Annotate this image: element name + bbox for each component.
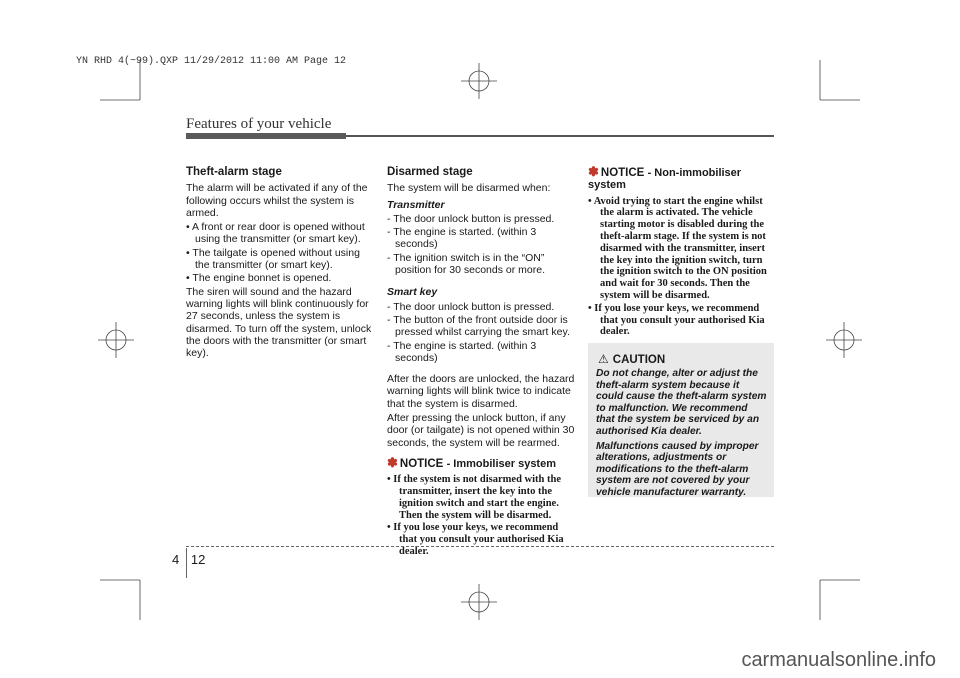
warning-triangle-icon: ⚠ xyxy=(598,352,609,366)
list-item: • The engine bonnet is opened. xyxy=(186,272,332,285)
paragraph: The alarm will be activated if any of the following occurs whilst the system is armed. xyxy=(186,182,368,219)
star-asterisk-icon: ✽ xyxy=(387,454,398,470)
chapter-number: 4 xyxy=(172,552,180,567)
notice-subtitle: - Non-immobiliser system xyxy=(588,167,742,192)
notice-list xyxy=(588,196,776,339)
caution-paragraph: Do not change, alter or adjust the theft-alarm system because it could cause the theft-alarm system to malfunction. We recommend that the system be serviced by an authorised Kia dealer. xyxy=(596,368,767,437)
caution-body xyxy=(596,368,768,502)
list-item: • Avoid trying to start the engine whilst the alarm is activated. The vehicle starting motor is disabled during the theft-alarm stage. If the system is not disarmed with the transmitter, insert the key into the ignition switch, turn the ignition switch to the ON position and wait for 30 seconds. Then the system will be disarmed. xyxy=(588,195,767,301)
list-item: • A front or rear door is opened without using the transmitter (or smart key). xyxy=(186,221,365,246)
heading-disarmed: Disarmed stage xyxy=(387,166,473,178)
star-asterisk-icon: ✽ xyxy=(588,164,599,179)
caution-box xyxy=(588,343,774,497)
print-slug: YN RHD 4(~99).QXP 11/29/2012 11:00 AM Page 12 xyxy=(76,56,347,67)
caution-heading xyxy=(598,352,665,366)
list-item: - The engine is started. (within 3 seconds) xyxy=(387,226,537,251)
list-item: - The engine is started. (within 3 seconds) xyxy=(387,339,537,364)
list-item: • The tailgate is opened without using the transmitter (or smart key). xyxy=(186,246,360,272)
paragraph: After pressing the unlock button, if any door (or tailgate) is not opened within 30 seconds, the system will be rearmed. xyxy=(387,412,575,449)
paragraph: The siren will sound and the hazard warning lights will blink continuously for 27 seconds, unless the system is disarmed. To turn off the system, unlock the doors with the transmitter (or smart key). xyxy=(186,285,372,360)
column-theft-alarm xyxy=(186,166,374,361)
notice-label: NOTICE xyxy=(399,457,444,470)
notice-label: NOTICE xyxy=(600,167,645,179)
list-item: - The door unlock button is pressed. xyxy=(387,300,555,313)
column-notice xyxy=(588,166,776,339)
list-item: • If the system is not disarmed with the transmitter, insert the key into the ignition switch and start the engine. Then the system will be disarmed. xyxy=(387,474,562,521)
footer-rule xyxy=(186,546,774,547)
watermark: carmanualsonline.info xyxy=(741,649,936,671)
column-disarmed xyxy=(387,166,575,559)
page-number xyxy=(172,552,205,567)
subheading-smart-key: Smart key xyxy=(387,286,438,299)
notice-heading-immobiliser xyxy=(387,454,575,470)
list-item: • If you lose your keys, we recommend that you consult your authorised Kia dealer. xyxy=(387,522,564,558)
notice-subtitle: - Immobiliser system xyxy=(446,457,556,470)
notice-heading-non-immobiliser xyxy=(588,166,776,192)
list-item: - The button of the front outside door is pressed whilst carrying the smart key. xyxy=(387,313,570,339)
section-title: Features of your vehicle xyxy=(186,116,332,132)
list-item: - The door unlock button is pressed. xyxy=(387,212,555,225)
list-item: - The ignition switch is in the “ON” position for 30 seconds or more. xyxy=(387,251,545,277)
caution-paragraph: Malfunctions caused by improper alterations, adjustments or modifications to the theft-alarm system are not covered by your vehicle manufacturer warranty. xyxy=(596,440,759,498)
paragraph: After the doors are unlocked, the hazard warning lights will blink twice to indicate that the system is disarmed. xyxy=(387,373,575,410)
list-item: • If you lose your keys, we recommend that you consult your authorised Kia dealer. xyxy=(588,302,765,338)
subheading-transmitter: Transmitter xyxy=(387,198,445,211)
heading-theft-alarm: Theft-alarm stage xyxy=(186,166,282,178)
header-bar xyxy=(186,133,346,139)
paragraph: The system will be disarmed when: xyxy=(387,182,551,195)
caution-label: CAUTION xyxy=(612,354,666,366)
page-number-value: 12 xyxy=(190,552,206,567)
header-rule xyxy=(346,135,774,137)
